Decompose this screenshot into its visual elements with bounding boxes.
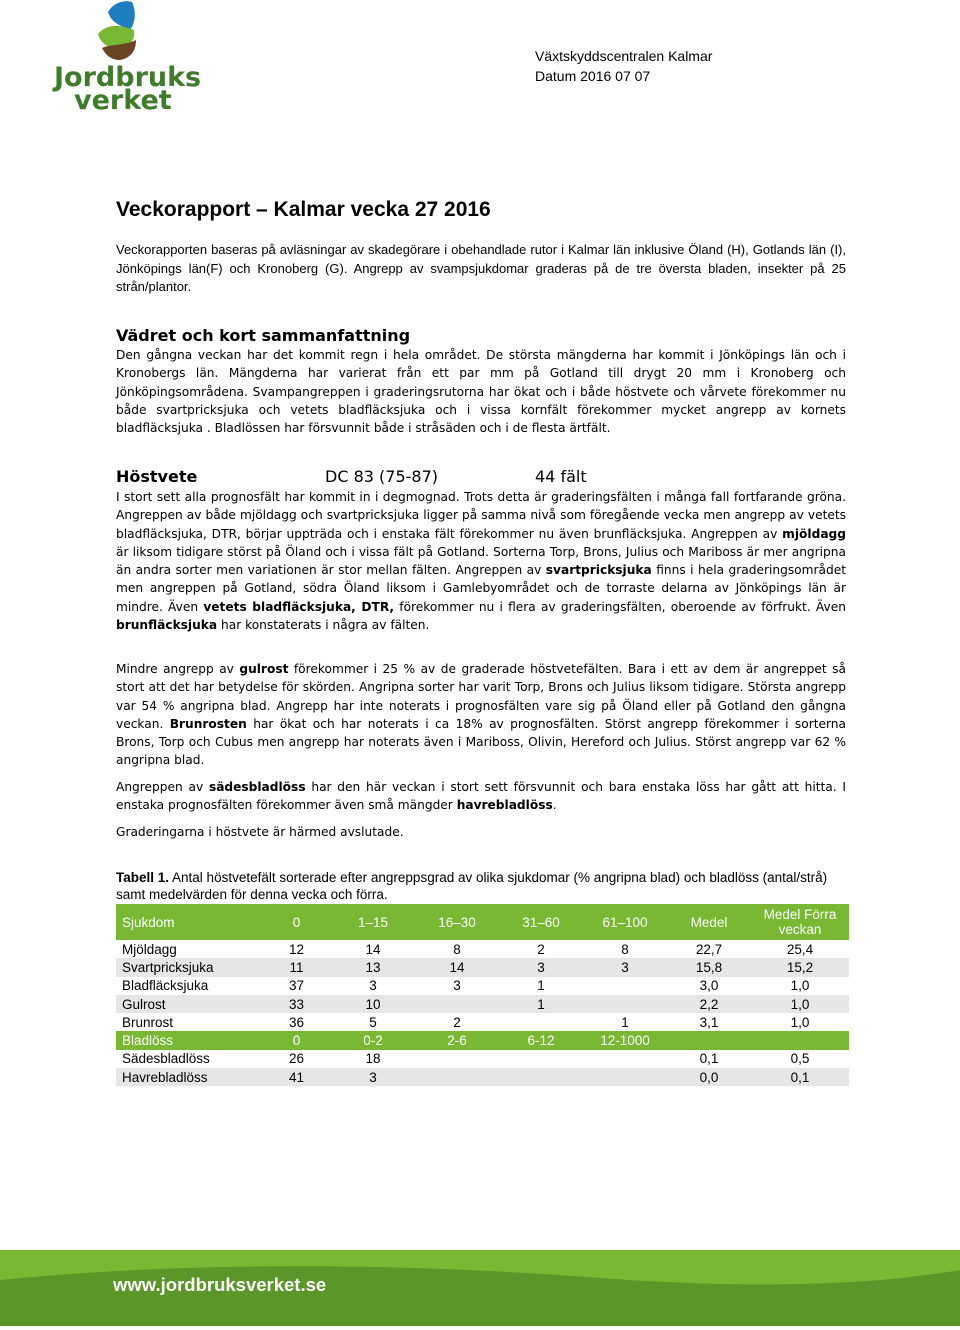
- table-cell: 10: [331, 995, 415, 1013]
- leaf-icon: [98, 1, 136, 60]
- table-cell: Havrebladlöss: [116, 1068, 262, 1086]
- table-cell: [415, 1050, 499, 1068]
- bold-term: gulrost: [239, 662, 289, 676]
- header-date: Datum 2016 07 07: [535, 68, 651, 84]
- text-run: finns i hela graderingsområdet men angreppen på Gotland, södra Öland liksom i Gamlebyområdet och de torraste delarna av Jönköpings län är mindre. Även: [116, 563, 846, 614]
- table-cell: [499, 1068, 583, 1086]
- table-header-cell: 31–60: [499, 904, 583, 940]
- table-cell: 3: [331, 1068, 415, 1086]
- table-cell: 33: [262, 995, 331, 1013]
- table-cell: [583, 995, 667, 1013]
- table-caption: [116, 869, 846, 903]
- table-cell: Gulrost: [116, 995, 262, 1013]
- text-run: har konstaterats i några av fälten.: [217, 618, 430, 633]
- table-cell: [583, 977, 667, 995]
- table-cell: 15,2: [751, 958, 849, 976]
- table-row: [116, 977, 849, 995]
- table-cell: 36: [288, 1014, 305, 1030]
- page-title: Veckorapport – Kalmar vecka 27 2016: [116, 198, 491, 221]
- table-cell: 1,0: [790, 1014, 810, 1030]
- table-cell: 0,0: [667, 1068, 751, 1086]
- paragraph-conclusion: Graderingarna i höstvete är härmed avslutade.: [116, 825, 404, 839]
- table-cell: 37: [288, 978, 305, 994]
- table-cell: [415, 1068, 499, 1086]
- paragraph-aphids: [116, 778, 846, 815]
- header-info: [535, 46, 712, 86]
- table-cell: 1: [537, 978, 545, 994]
- text-run: Mindre angrepp av: [116, 662, 240, 676]
- jordbruksverket-logo: [50, 0, 200, 112]
- crop-heading: [116, 467, 846, 487]
- table-row: [116, 1013, 849, 1031]
- table-cell: [583, 1068, 667, 1086]
- table-cell: [751, 1031, 849, 1049]
- caption-text: Antal höstvetefält sorterade efter angreppsgrad av olika sjukdomar (% angripna blad) och bladlöss (antal/strå) samt medelvärden för denna vecka och förra.: [116, 870, 828, 902]
- table-cell: Brunrost: [122, 1014, 174, 1030]
- table-cell: 11: [262, 958, 331, 976]
- table-header-cell: 0: [262, 904, 331, 940]
- weather-heading: Vädret och kort sammanfattning: [116, 326, 411, 345]
- paragraph-disease-summary: [116, 488, 846, 634]
- footer-website-link[interactable]: www.jordbruksverket.se: [113, 1274, 327, 1295]
- table-cell: 0,5: [790, 1051, 810, 1067]
- bold-term: sädesbladlöss: [208, 780, 306, 794]
- table-cell: 26: [288, 1051, 305, 1067]
- table-cell: 1,0: [751, 995, 849, 1013]
- table-cell: 1: [499, 995, 583, 1013]
- bold-term: brunfläcksjuka: [116, 618, 218, 633]
- crop-name: Höstvete: [116, 467, 198, 486]
- table-subheader-row: [116, 1031, 849, 1049]
- table-row: [116, 958, 849, 976]
- header-org: Växtskyddscentralen Kalmar: [535, 48, 713, 64]
- table-cell: 3: [369, 978, 377, 994]
- paragraph-rust: [116, 660, 846, 770]
- table-row: [116, 1050, 849, 1068]
- table-cell: [499, 1050, 583, 1068]
- bold-term: havrebladlöss: [456, 798, 553, 813]
- text-run: förekommer nu i flera av graderingsfälten, oberoende av förfrukt. Även: [394, 599, 846, 614]
- text-run: har ökat och har noterats i ca 18% av prognosfälten. Störst angrepp förekommer i sorterna Brons, Torp och Cubus men angrepp har noterats även i Mariboss, Olivin, Hereford och Julius. Störst angrepp var 62 % angripna blad.: [116, 716, 846, 768]
- table-cell: 0-2: [331, 1031, 415, 1049]
- table-cell: 6-12: [499, 1031, 583, 1049]
- table-cell: [667, 1031, 751, 1049]
- weather-paragraph: Den gångna veckan har det kommit regn i hela området. De största mängderna har kommit i Jönköpings län och i Kronobergs län. Mängderna har varierat från ett par mm på Gotland till drygt 20 mm i Kronoberg och Jönköpingsområdena. Svampangreppen i graderingsrutorna har ökat och i både höstvete och vårvete förekommer nu både svartpricksjuka och vetets bladfläcksjuka och i vissa kornfält förekommer mycket angrepp av kornets bladfläcksjuka . Bladlössen har försvunnit både i stråsäden och i de flesta ärtfält.: [116, 348, 846, 436]
- table-cell: Svartpricksjuka: [116, 958, 262, 976]
- table-cell: 14: [365, 941, 381, 957]
- table-cell: 0,1: [751, 1068, 849, 1086]
- bold-term: mjöldagg: [782, 526, 846, 541]
- table-header-cell: Sjukdom: [116, 904, 262, 940]
- table-cell: 2: [453, 1014, 461, 1030]
- text-run: I stort sett alla prognosfält har kommit in i degmognad. Trots detta är graderingsfälten i många fall fortfarande gröna. Angreppen av både mjöldagg och svartpricksjuka ligger på samma nivå som föregående vecka men angrepp av vetets bladfläcksjuka, DTR, börjar uppträda och i enstaka fält förekommer nu även brunfläcksjuka. Angreppen av: [116, 490, 846, 541]
- table-header-cell: Medel: [667, 904, 751, 940]
- text-run: förekommer i 25 % av de graderade höstvetefälten. Bara i ett av dem är angreppet så stort att det har betydelse för skörden. Angripna sorter har varit Torp, Brons och Julius liksom tidigare. Största angrepp var 54 % angripna blad. Angrepp har inte noterats i prognosfälten vare sig på Öland eller på Gotland den gångna veckan.: [116, 662, 846, 731]
- table-cell: 3: [499, 958, 583, 976]
- table-cell: 0: [262, 1031, 331, 1049]
- table-cell: Bladlöss: [116, 1031, 262, 1049]
- table-cell: 14: [415, 958, 499, 976]
- table-cell: 13: [331, 958, 415, 976]
- table-cell: Mjöldagg: [122, 941, 177, 957]
- table-cell: 1: [621, 1014, 629, 1030]
- table-cell: [583, 1050, 667, 1068]
- table-cell: 1,0: [790, 978, 810, 994]
- text-run: .: [552, 798, 557, 813]
- table-cell: 8: [621, 941, 629, 957]
- table-header-row: [116, 904, 849, 940]
- logo-text-line2: verket: [74, 85, 172, 112]
- table-cell: 3,0: [699, 978, 719, 994]
- table-header-cell: 61–100: [583, 904, 667, 940]
- table-cell: 0,1: [699, 1051, 719, 1067]
- table-cell: 8: [453, 941, 461, 957]
- table-cell: Sädesbladlöss: [122, 1051, 210, 1067]
- table-cell: Bladfläcksjuka: [122, 978, 209, 994]
- table-cell: 2-6: [415, 1031, 499, 1049]
- bold-term: vetets bladfläcksjuka, DTR,: [203, 599, 395, 614]
- table-cell: [499, 1013, 583, 1031]
- table-cell: 12-1000: [583, 1031, 667, 1049]
- crop-field-count: 44 fält: [535, 467, 587, 486]
- text-run: Angreppen av: [116, 780, 209, 794]
- table-cell: 15,8: [667, 958, 751, 976]
- disease-table: [116, 904, 849, 1086]
- table-header-cell: 16–30: [415, 904, 499, 940]
- crop-stage: DC 83 (75-87): [325, 467, 438, 486]
- intro-paragraph: Veckorapporten baseras på avläsningar av skadegörare i obehandlade rutor i Kalmar län inklusive Öland (H), Gotlands län (I), Jönköpings län(F) och Kronoberg (G). Angrepp av svampsjukdomar graderas på de tre översta bladen, insekter på 25 strån/plantor.: [116, 242, 846, 294]
- table-row: [116, 995, 849, 1013]
- table-cell: 18: [365, 1051, 381, 1067]
- bold-term: svartpricksjuka: [545, 563, 652, 578]
- table-cell: 5: [369, 1014, 377, 1030]
- table-cell: 3,1: [699, 1014, 719, 1030]
- text-run: har den här veckan i stort sett försvunnit och bara enstaka löss har gått att hitta. I enstaka prognosfälten förekommer även små mängder: [116, 780, 846, 813]
- table-cell: [415, 995, 499, 1013]
- table-cell: 25,4: [786, 941, 814, 957]
- table-header-cell: Medel Förra veckan: [751, 904, 849, 940]
- bold-term: Brunrosten: [169, 716, 247, 731]
- table-cell: 41: [262, 1068, 331, 1086]
- table-row: [116, 940, 849, 958]
- caption-label: Tabell 1.: [116, 870, 170, 885]
- table-cell: 3: [583, 958, 667, 976]
- table-cell: 22,7: [695, 941, 723, 957]
- table-cell: 3: [453, 978, 461, 994]
- table-cell: 2,2: [667, 995, 751, 1013]
- table-cell: 12: [288, 941, 305, 957]
- table-cell: 2: [537, 941, 545, 957]
- text-run: är liksom tidigare störst på Öland och i vissa fält på Gotland. Sorterna Torp, Brons, Julius och Mariboss är mer angripna än andra sorter men variationen är stor mellan fälten. Angreppen av: [116, 544, 846, 578]
- logo-text-line1: Jordbruks: [54, 62, 200, 93]
- table-header-cell: 1–15: [331, 904, 415, 940]
- table-row: [116, 1068, 849, 1086]
